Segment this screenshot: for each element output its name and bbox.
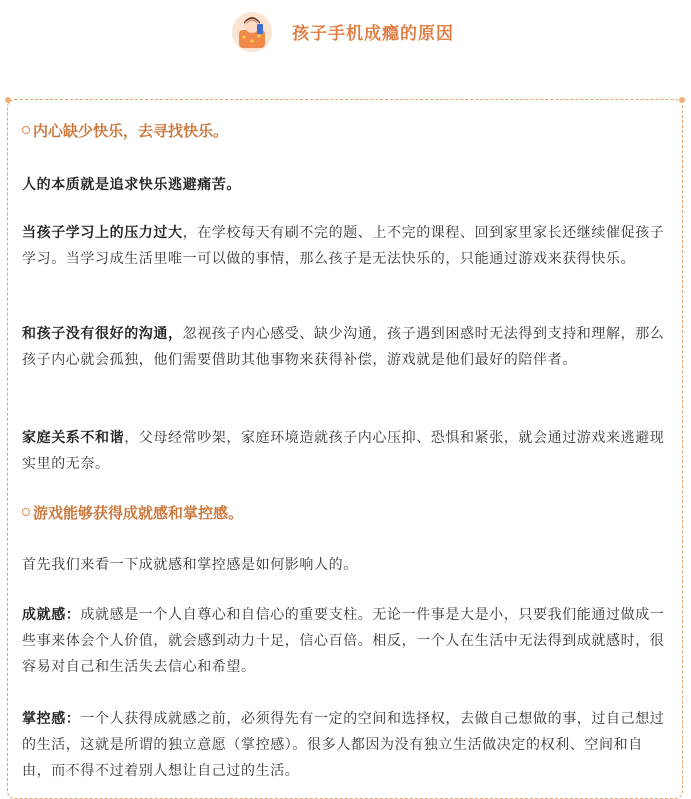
paragraph: 和孩子没有很好的沟通，忽视孩子内心感受、缺少沟通，孩子遇到困惑时无法得到支持和理解，那么孩子内心就会孤独，他们需要借助其他事物来获得补偿，游戏就是他们最好的陪伴者。 bbox=[22, 326, 665, 368]
child-with-phone-icon bbox=[230, 10, 274, 54]
bullet-icon bbox=[22, 126, 30, 134]
paragraph: 家庭关系不和谐，父母经常吵架，家庭环境造就孩子内心压抑、恐惧和紧张，就会通过游戏来逃避现实里的无奈。 bbox=[22, 430, 665, 472]
corner-dot bbox=[679, 97, 685, 103]
paragraph: 当孩子学习上的压力过大，在学校每天有刷不完的题、上不完的课程、回到家里家长还继续催促孩子学习。当学习成生活里唯一可以做的事情，那么孩子是无法快乐的，只能通过游戏来获得快乐。 bbox=[22, 225, 665, 267]
paragraph: 掌控感：一个人获得成就感之前，必须得先有一定的空间和选择权，去做自己想做的事，过自己想过的生活，这就是所谓的独立意愿（掌控感）。很多人都因为没有独立生活做决定的权利、空间和自由，而不得不过着别人想让自己过的生活。 bbox=[22, 711, 665, 779]
paragraph: 首先我们来看一下成就感和掌控感是如何影响人的。 bbox=[22, 557, 358, 573]
section-heading: 游戏能够获得成就感和掌控感。 bbox=[22, 502, 243, 524]
header bbox=[0, 0, 691, 64]
paragraph: 人的本质就是追求快乐逃避痛苦。 bbox=[22, 177, 241, 193]
section-heading: 内心缺少快乐，去寻找快乐。 bbox=[22, 120, 228, 142]
corner-dot bbox=[5, 97, 11, 103]
bullet-icon bbox=[22, 508, 30, 516]
paragraph: 成就感：成就感是一个人自尊心和自信心的重要支柱。无论一件事是大是小，只要我们能通过做成一些事来体会个人价值，就会感到动力十足，信心百倍。相反，一个人在生活中无法得到成就感时，很容易对自己和生活失去信心和希望。 bbox=[22, 607, 665, 675]
page-title: 孩子手机成瘾的原因 bbox=[292, 24, 454, 44]
